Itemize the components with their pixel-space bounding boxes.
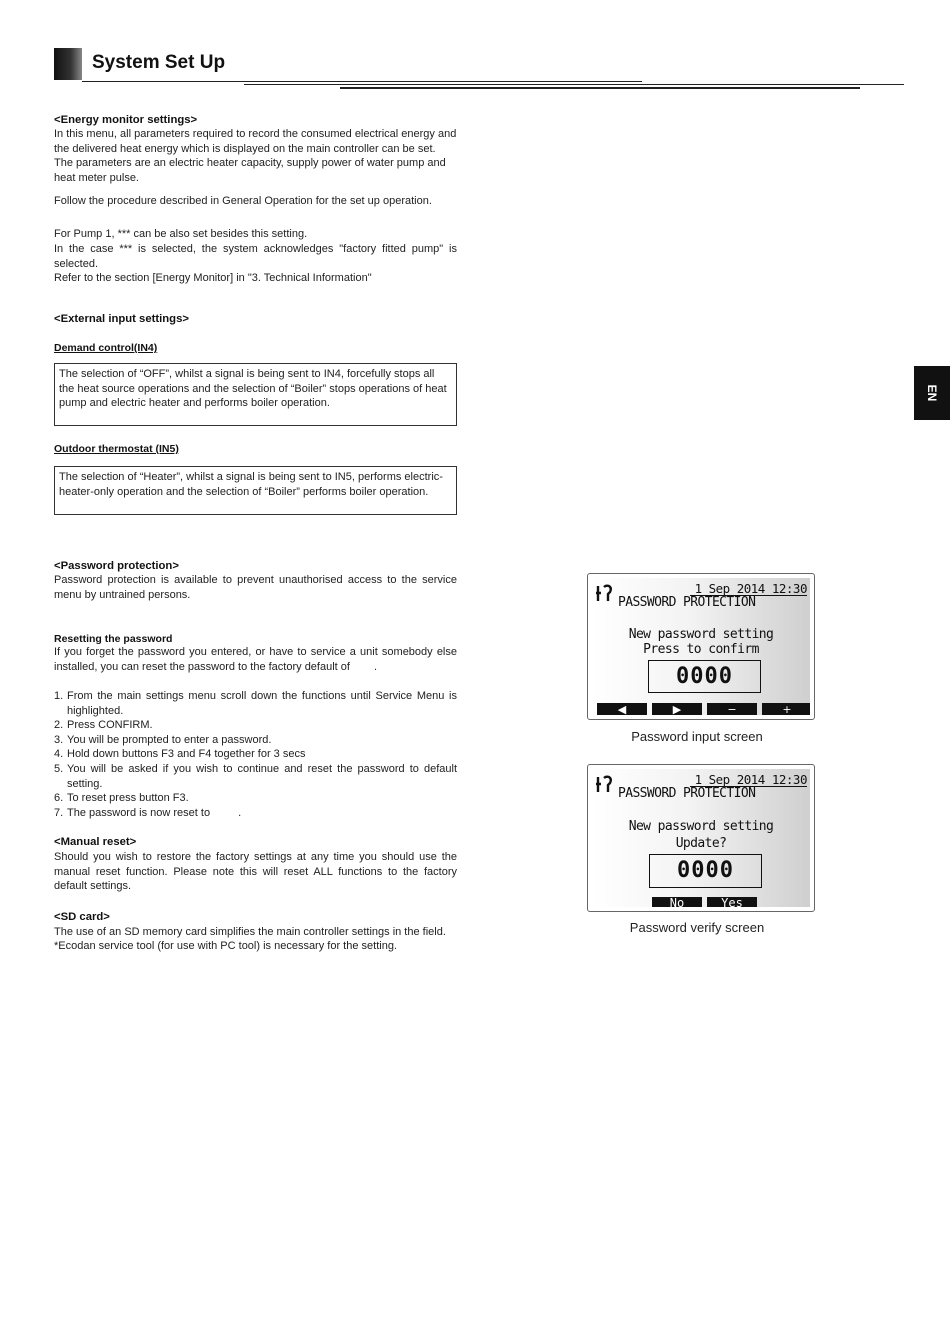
list-item	[54, 747, 457, 762]
password-verify-screen	[587, 764, 815, 912]
no-button[interactable]: No	[652, 897, 702, 907]
demand-control-heading: Demand control(IN4)	[54, 342, 158, 354]
step-number: 6.	[54, 792, 64, 805]
password-text: Password protection is available to prevent unauthorised access to the service menu by untrained persons.	[54, 574, 457, 601]
lcd-message-line1: New password setting	[628, 819, 774, 834]
energy-monitor-para2: Follow the procedure described in General Operation for the set up operation.	[54, 195, 432, 207]
header-rule-main	[244, 84, 904, 85]
step-text: You will be asked if you wish to continue and reset the password to default setting.	[67, 762, 457, 790]
service-tool-icon	[595, 584, 615, 604]
right-arrow-button[interactable]: ▶	[652, 703, 702, 715]
step-text: Press CONFIRM.	[67, 719, 153, 732]
demand-control-text: The selection of “OFF”, whilst a signal is being sent to IN4, forcefully stops all the heat source operations and the selection of “Boiler” stops operations of heat pump and electric heater and performs boiler operation.	[59, 368, 447, 410]
step-7-end: .	[238, 806, 242, 819]
energy-monitor-heading: <Energy monitor settings>	[54, 114, 198, 126]
reset-password-text	[54, 645, 457, 674]
step-number: 1.	[54, 690, 64, 702]
lcd-title: PASSWORD PROTECTION	[618, 595, 756, 610]
energy-monitor-para1-text: In this menu, all parameters required to record the consumed electrical energy and the delivered heat energy which is displayed on the main controller can be set. The parameters are an electric heater capacity, supply power of water pump and heat meter pulse.	[54, 128, 457, 184]
manual-reset-text: Should you wish to restore the factory settings at any time you should use the manual reset function. Please note this will reset ALL functions to the factory default settings.	[54, 851, 457, 893]
sd-card-heading: <SD card>	[54, 911, 110, 923]
header-rule-bold	[340, 87, 860, 89]
lcd-message-line1: New password setting	[628, 627, 774, 642]
demand-control-box	[54, 363, 457, 426]
lcd-display	[592, 769, 810, 907]
sd-card-line1: The use of an SD memory card simplifies the main controller settings in the field.	[54, 926, 446, 938]
reset-password-body: If you forget the password you entered, or have to service a unit somebody else installed, you can reset the password to the factory default of	[54, 646, 457, 673]
password-field[interactable]: 0000	[649, 854, 762, 888]
reset-password-end: .	[373, 660, 378, 673]
header-rule-top	[82, 81, 642, 82]
password-verify-caption: Password verify screen	[629, 920, 765, 935]
lcd-date-time: 1 Sep 2014 12:30	[694, 581, 807, 596]
list-item	[54, 689, 457, 718]
energy-monitor-para1	[54, 127, 457, 185]
step-number: 2.	[54, 719, 64, 732]
password-input-screen	[587, 573, 815, 720]
reset-password-heading: Resetting the password	[54, 633, 173, 645]
plus-button[interactable]: +	[762, 703, 810, 715]
password-input-caption: Password input screen	[631, 729, 763, 744]
left-arrow-button[interactable]: ◀	[597, 703, 647, 715]
step-text: You will be prompted to enter a password.	[67, 733, 272, 746]
step-number: 3.	[54, 733, 64, 746]
lcd-title: PASSWORD PROTECTION	[618, 786, 756, 801]
step-text: Hold down buttons F3 and F4 together for 3 secs	[67, 748, 306, 761]
step-number: 5.	[54, 762, 64, 775]
step-number: 4.	[54, 748, 64, 761]
lcd-message-line2: Press to confirm	[643, 642, 759, 657]
reset-steps	[54, 689, 457, 820]
lcd-message-line2: Update?	[675, 836, 727, 851]
minus-button[interactable]: −	[707, 703, 757, 715]
lcd-date-time: 1 Sep 2014 12:30	[694, 772, 807, 787]
list-item	[54, 733, 457, 748]
password-heading: <Password protection>	[54, 560, 179, 572]
list-item	[54, 718, 457, 733]
energy-monitor-para3-line2: In the case *** is selected, the system acknowledges "factory fitted pump" is selected.	[54, 243, 457, 270]
step-text: To reset press button F3.	[67, 792, 189, 805]
language-tab	[914, 366, 950, 420]
password-field[interactable]: 0000	[648, 660, 761, 693]
service-tool-icon	[595, 775, 615, 795]
step-number: 7.	[54, 806, 64, 819]
page-title: System Set Up	[92, 52, 226, 73]
yes-button[interactable]: Yes	[707, 897, 757, 907]
lcd-display	[592, 578, 810, 715]
list-item	[54, 791, 457, 806]
energy-monitor-para3-line3: Refer to the section [Energy Monitor] in "3. Technical Information"	[54, 272, 372, 284]
step-text: From the main settings menu scroll down the functions until Service Menu is highlighted.	[67, 690, 457, 717]
outdoor-thermostat-box	[54, 466, 457, 515]
sd-card-line2: *Ecodan service tool (for use with PC tool) is necessary for the setting.	[54, 940, 397, 952]
external-input-heading: <External input settings>	[54, 313, 189, 325]
step-text: The password is now reset to	[67, 806, 211, 819]
list-item	[54, 762, 457, 791]
manual-reset-heading: <Manual reset>	[54, 836, 137, 848]
header-accent-block	[54, 48, 82, 80]
outdoor-thermostat-text: The selection of “Heater”, whilst a signal is being sent to IN5, performs electric-heater-only operation and the selection of “Boiler” performs boiler operation.	[59, 471, 443, 498]
list-item	[54, 806, 457, 821]
energy-monitor-para3-line1: For Pump 1, *** can be also set besides this setting.	[54, 228, 308, 240]
outdoor-thermostat-heading: Outdoor thermostat (IN5)	[54, 443, 179, 455]
language-tab-label: EN	[925, 384, 939, 402]
